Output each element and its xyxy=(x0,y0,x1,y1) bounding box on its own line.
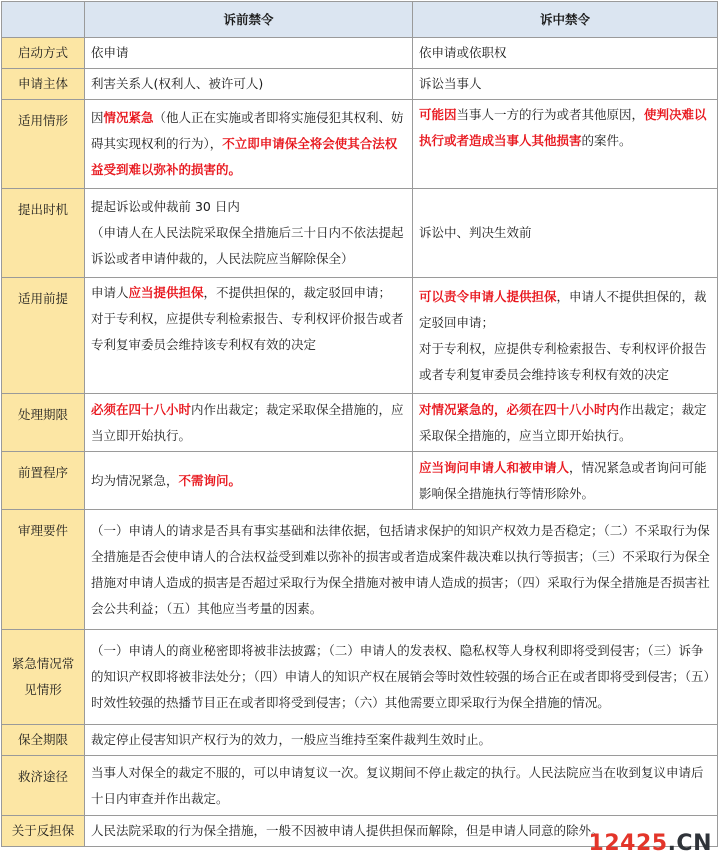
highlight-text: 不立即申请保全将会使其合法权益受到难以弥补的损害的。 xyxy=(91,136,398,177)
highlight-text: 使判决难以执行或者造成当事人其他损害 xyxy=(419,107,707,148)
watermark-domain: .CN xyxy=(667,831,712,856)
cell-mid xyxy=(413,394,718,452)
site-watermark xyxy=(589,831,712,856)
row-label: 紧急情况常见情形 xyxy=(2,630,85,725)
row-review xyxy=(2,510,718,630)
cell-mid: 诉讼中、判决生效前 xyxy=(413,189,718,278)
cell-pre: 利害关系人(权利人、被许可人) xyxy=(85,69,413,100)
cell-pre xyxy=(85,189,413,278)
row-label: 处理期限 xyxy=(2,394,85,452)
row-label: 适用前提 xyxy=(2,278,85,394)
row-label: 保全期限 xyxy=(2,725,85,756)
text: 的案件。 xyxy=(581,133,632,148)
row-label: 审理要件 xyxy=(2,510,85,630)
text: （他人正在实施或者即将实施侵犯其权利、妨碍其实现权利的行为）， xyxy=(91,110,404,151)
cell-pre xyxy=(85,394,413,452)
cell-pre xyxy=(85,100,413,189)
highlight-text: 不需询问。 xyxy=(178,472,242,488)
highlight-text: 可能因 xyxy=(419,107,457,122)
cell-mid xyxy=(413,278,718,394)
row-remedy xyxy=(2,756,718,816)
cell-merged: 当事人对保全的裁定不服的，可以申请复议一次。复议期间不停止裁定的执行。人民法院应当在收到复议申请后十日内审查并作出裁定。 xyxy=(85,756,718,816)
highlight-text: 必须在四十八小时 xyxy=(91,401,192,417)
header-corner xyxy=(2,2,85,38)
text: 均为情况紧急， xyxy=(91,472,179,488)
row-situation xyxy=(2,100,718,189)
row-label: 救济途径 xyxy=(2,756,85,816)
row-label: 适用情形 xyxy=(2,100,85,189)
highlight-text: 对情况紧急的，必须在四十八小时内 xyxy=(419,401,620,417)
text: 对于专利权，应提供专利检索报告、专利权评价报告或者专利复审委员会维持该专利权有效的决定 xyxy=(91,311,404,352)
row-label: 申请主体 xyxy=(2,69,85,100)
text: 申请人 xyxy=(91,285,129,300)
row-label: 前置程序 xyxy=(2,452,85,510)
row-period xyxy=(2,394,718,452)
highlight-text: 可以责令申请人提供担保 xyxy=(419,288,557,304)
text: 因 xyxy=(91,110,104,125)
cell-pre: 依申请 xyxy=(85,38,413,69)
row-label: 启动方式 xyxy=(2,38,85,69)
row-subject xyxy=(2,69,718,100)
cell-pre xyxy=(85,452,413,510)
cell-mid: 诉讼当事人 xyxy=(413,69,718,100)
cell-pre xyxy=(85,278,413,394)
row-label: 关于反担保 xyxy=(2,816,85,847)
header-row xyxy=(2,2,718,38)
cell-merged: （一）申请人的请求是否具有事实基础和法律依据，包括请求保护的知识产权效力是否稳定；（二）不采取行为保全措施是否会使申请人的合法权益受到难以弥补的损害或者造成案件裁决难以执行等损害；（三）不采取行为保全措施对申请人造成的损害是否超过采取行为保全措施对被申请人造成的损害；（四）采取行为保全措施是否损害社会公共利益；（五）其他应当考量的因素。 xyxy=(85,510,718,630)
cell-mid xyxy=(413,100,718,189)
highlight-text: 情况紧急 xyxy=(103,110,154,125)
row-duration xyxy=(2,725,718,756)
text: ，申请人不提供担保的，裁定驳回申请； xyxy=(419,288,707,330)
text: 作出裁定；裁定采取保全措施的，应当立即开始执行。 xyxy=(419,401,707,443)
header-in-litigation: 诉中禁令 xyxy=(413,2,718,38)
cell-mid: 依申请或依职权 xyxy=(413,38,718,69)
row-urgent xyxy=(2,630,718,725)
text: 当事人一方的行为或者其他原因， xyxy=(456,107,645,122)
cell-mid xyxy=(413,452,718,510)
row-procedure xyxy=(2,452,718,510)
row-timing xyxy=(2,189,718,278)
cell-merged: （一）申请人的商业秘密即将被非法披露；（二）申请人的发表权、隐私权等人身权利即将受到侵害；（三）诉争的知识产权即将被非法处分；（四）申请人的知识产权在展销会等时效性较强的场合正在或者即将受到侵害；（五）时效性较强的热播节目正在或者即将受到侵害；（六）其他需要立即采取行为保全措施的情况。 xyxy=(85,630,718,725)
cell-merged: 裁定停止侵害知识产权行为的效力，一般应当维持至案件裁判生效时止。 xyxy=(85,725,718,756)
watermark-number: 12425 xyxy=(588,831,668,856)
text: 对于专利权，应提供专利检索报告、专利权评价报告或者专利复审委员会维持该专利权有效的决定 xyxy=(419,340,707,382)
highlight-text: 应当询问申请人和被申请人 xyxy=(419,459,570,475)
highlight-text: 应当提供担保 xyxy=(128,285,204,300)
cell-merged: 人民法院采取的行为保全措施，一般不因被申请人提供担保而解除，但是申请人同意的除外。 xyxy=(85,816,718,847)
text: ，不提供担保的，裁定驳回申请； xyxy=(203,285,392,300)
row-premise xyxy=(2,278,718,394)
header-pre-litigation: 诉前禁令 xyxy=(85,2,413,38)
text: 提起诉讼或仲裁前 30 日内 xyxy=(91,199,240,214)
row-label: 提出时机 xyxy=(2,189,85,278)
row-start xyxy=(2,38,718,69)
text: ，情况紧急或者询问可能影响保全措施执行等情形除外。 xyxy=(419,459,707,501)
text: 内作出裁定；裁定采取保全措施的，应当立即开始执行。 xyxy=(91,401,404,443)
text: （申请人在人民法院采取保全措施后三十日内不依法提起诉讼或者申请仲裁的，人民法院应当解除保全） xyxy=(91,225,404,266)
comparison-table xyxy=(1,1,718,847)
